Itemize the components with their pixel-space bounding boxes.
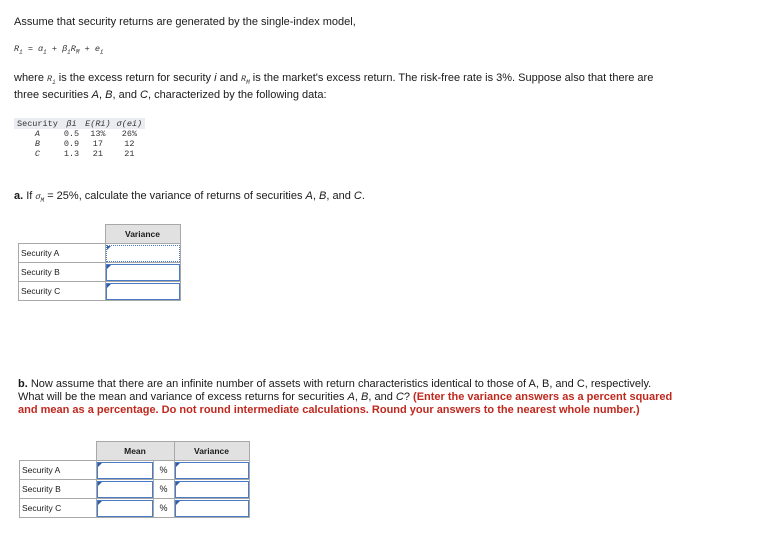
table-row	[20, 499, 250, 518]
percent-unit: %	[153, 480, 174, 499]
table-row	[19, 244, 181, 263]
table-row: B 0.9 17 12	[34, 139, 135, 149]
row-label-security-b: Security B	[19, 263, 106, 282]
mean-c-input[interactable]	[97, 500, 153, 517]
table-row	[19, 282, 181, 301]
variance-column-header: Variance	[174, 442, 249, 461]
security-table-header	[14, 118, 145, 129]
mean-b-input[interactable]	[97, 481, 153, 498]
part-a-question: a. If $\sigma_M = 25\%$, calculate the variance of returns of securities A, B, and C.	[14, 190, 365, 205]
row-label-security-c: Security C	[19, 282, 106, 301]
table-row: A 0.5 13% 26%	[34, 129, 138, 139]
header-expected-return: E(Ri)	[82, 118, 114, 129]
table-row	[20, 480, 250, 499]
mean-column-header: Mean	[96, 442, 174, 461]
percent-unit: %	[153, 499, 174, 518]
security-data-table	[14, 118, 145, 159]
mean-variance-answer-table	[19, 441, 250, 518]
variance-c-input[interactable]	[175, 500, 249, 517]
variance-a-input[interactable]	[106, 245, 180, 262]
header-residual-sd: σ(ei)	[114, 118, 146, 129]
variance-c-input[interactable]	[106, 283, 180, 300]
table-row	[20, 461, 250, 480]
row-label-security-b: Security B	[20, 480, 97, 499]
percent-unit: %	[153, 461, 174, 480]
variance-b-input[interactable]	[175, 481, 249, 498]
definitions-paragraph: where $R_i$ is the excess return for security i and $R_M$ is the market's excess return. The risk-free rate is 3%. Suppose also that there are three securities A, B, and C, characterized by the following data:	[14, 72, 654, 102]
row-label-security-a: Security A	[19, 244, 106, 263]
table-row	[19, 263, 181, 282]
variance-a-input[interactable]	[175, 462, 249, 479]
intro-text: Assume that security returns are generated by the single-index model,	[14, 16, 356, 28]
mean-a-input[interactable]	[97, 462, 153, 479]
row-label-security-c: Security C	[20, 499, 97, 518]
row-label-security-a: Security A	[20, 461, 97, 480]
header-beta: βi	[61, 118, 82, 129]
variance-answer-table	[18, 224, 181, 301]
part-b-question: b. Now assume that there are an infinite number of assets with return characteristics identical to those of A, B, and C, respectively. What will be the mean and variance of excess returns for securities A, B, and C? (Enter the variance answers as a percent squared and mean as a percentage. Do not round intermediate calculations. Round your answers to the nearest whole number.)	[18, 378, 673, 416]
variance-b-input[interactable]	[106, 264, 180, 281]
table-row: C 1.3 21 21	[34, 149, 135, 159]
variance-column-header: Variance	[105, 225, 180, 244]
header-security: Security	[14, 118, 61, 129]
index-model-formula: $R_i = \alpha_i + \beta_iR_M + e_i$	[14, 44, 104, 56]
